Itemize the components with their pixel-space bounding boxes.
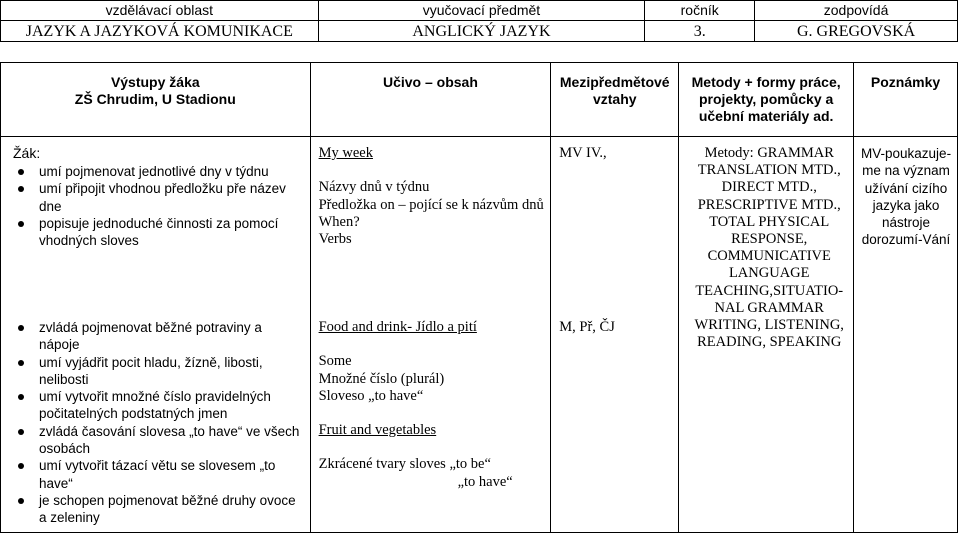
topic-line: Sloveso „to have“: [318, 387, 424, 404]
topic-line: Verbs: [318, 231, 352, 248]
list-item: je schopen pojmenovat běžné druhy ovoce a zeleniny: [1, 492, 301, 527]
cell-vystupy: [1, 137, 311, 533]
col-header-vystupy: Výstupy žáka ZŠ Chrudim, U Stadionu: [1, 63, 311, 137]
ucivo-group-1: [319, 145, 549, 248]
poznamky-text: MV-poukazuje-me na význam užívání cizího jazyka jako nástroje dorozumí-Vání: [861, 146, 952, 248]
col-header-ucivo: Učivo – obsah: [310, 63, 551, 137]
ucivo-group-2: [319, 319, 549, 491]
label-zodpovida: zodpovídá: [755, 1, 958, 21]
topic-title: My week: [318, 145, 373, 161]
list-item: popisuje jednoduché činnosti za pomocí vhodných sloves: [1, 215, 301, 250]
header-table: [0, 0, 958, 42]
col-header-poznamky: Poznámky: [854, 63, 958, 137]
list-item: umí připojit vhodnou předložku pře název dne: [1, 180, 301, 215]
value-rocnik: 3.: [645, 21, 755, 42]
topic-line: Some: [318, 353, 352, 370]
cell-poznamky: [854, 137, 958, 533]
curriculum-table: [0, 62, 958, 533]
list-item: umí vytvořit tázací větu se slovesem „to have“: [1, 457, 301, 492]
topic-line: Předložka on – pojící se k názvům dnů: [318, 196, 544, 213]
cell-metody: [679, 137, 854, 533]
topic-line: „to have“: [457, 473, 513, 490]
col-header-metody: Metody + formy práce, projekty, pomůcky a učební materiály ad.: [679, 63, 854, 137]
metody-text: Metody: GRAMMAR TRANSLATION MTD., DIRECT MTD., PRESCRIPTIVE MTD., TOTAL PHYSICAL RESPONSE, COMMUNICATIVE LANGUAGE TEACHING,SITUATIO-NAL GRAMMAR WRITING, LISTENING, READING, SPEAKING: [694, 145, 844, 351]
mezi-item: MV IV.,: [559, 145, 607, 161]
outcomes-list-1: [1, 163, 301, 249]
outcomes-list-2: [1, 319, 301, 527]
label-oblast: vzdělávací oblast: [1, 1, 319, 21]
topic-line: Množné číslo (plurál): [318, 370, 445, 387]
col-header-mezipredmetove: Mezipředmětové vztahy: [551, 63, 679, 137]
value-zodpovida: G. GREGOVSKÁ: [755, 21, 958, 42]
list-item: zvládá pojmenovat běžné potraviny a nápoje: [1, 319, 301, 354]
value-oblast: JAZYK A JAZYKOVÁ KOMUNIKACE: [1, 21, 319, 42]
cell-mezipredmetove: [551, 137, 679, 533]
label-predmet: vyučovací předmět: [318, 1, 645, 21]
label-rocnik: ročník: [645, 1, 755, 21]
topic-title: Food and drink- Jídlo a pití: [318, 319, 477, 335]
list-item: zvládá časování slovesa „to have“ ve všech osobách: [1, 423, 301, 458]
cell-ucivo: [310, 137, 551, 533]
topic-line: When?: [318, 213, 360, 230]
value-predmet: ANGLICKÝ JAZYK: [318, 21, 645, 42]
topic-subtitle: Fruit and vegetables: [318, 422, 437, 439]
list-item: umí vytvořit množné číslo pravidelných počitatelných podstatných jmen: [1, 388, 301, 423]
list-item: umí pojmenovat jednotlivé dny v týdnu: [1, 163, 301, 180]
mezi-item: M, Př, ČJ: [559, 319, 615, 335]
list-item: umí vyjádřit pocit hladu, žízně, libosti, nelibosti: [1, 354, 301, 389]
topic-line: Názvy dnů v týdnu: [318, 179, 430, 196]
zak-label: Žák:: [13, 145, 41, 161]
topic-line: Zkrácené tvary sloves „to be“: [318, 456, 491, 473]
